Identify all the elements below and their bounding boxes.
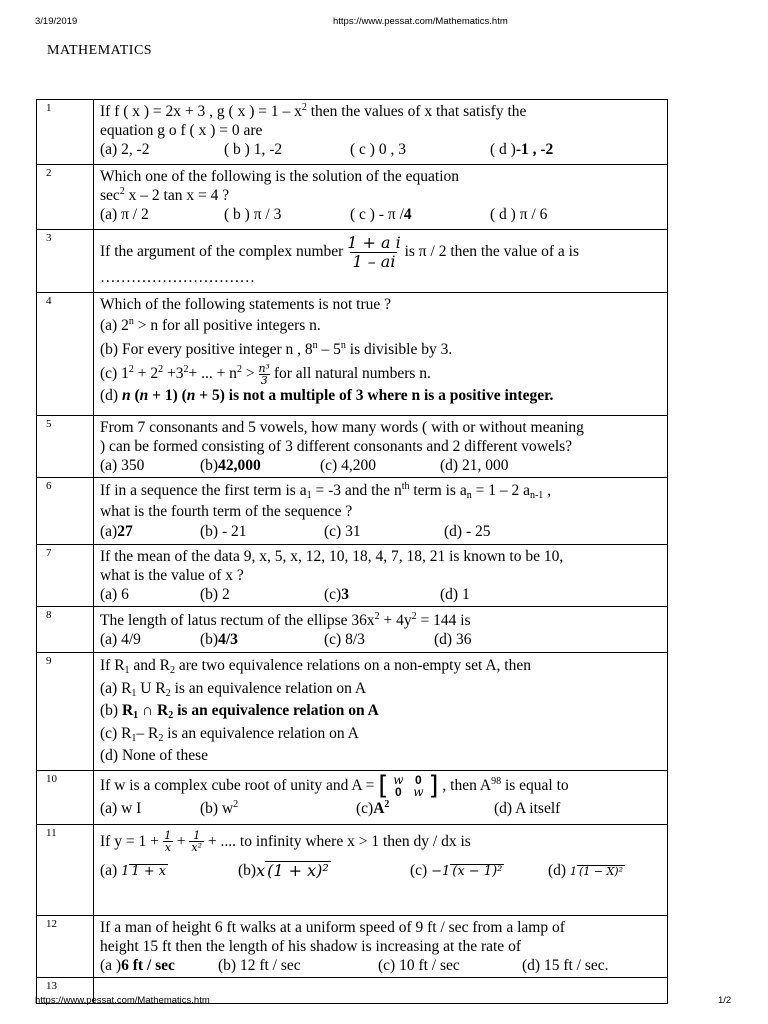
question-row [37,915,668,977]
question-stem: The length of latus rectum of the ellipse $36x^2 + 4y^2 = 144$ is [100,611,471,629]
fraction: 1 1 + x [121,864,167,880]
option-c: (c) 8/3 [324,631,365,648]
answer-options [100,456,663,475]
question-number: 11 [37,824,94,915]
footer-url[interactable]: https://www.pessat.com/Mathematics.htm [35,995,210,1006]
option-a: (a) 6 [100,586,129,603]
question-body [94,165,668,230]
question-stem: If f ( x ) = 2x + 3 , g ( x ) = $1 - x^2$ then the values of x that satisfy the [100,102,527,120]
question-number: 3 [37,230,94,293]
fraction: $\frac{\text{1 + a i}}{1 - ai}$ [347,233,401,271]
fraction: $\frac{1}{x}$ [164,829,172,855]
question-body [94,545,668,607]
fraction: $\frac{\text{n³}}{3}$ [258,361,270,387]
question-number: 5 [37,416,94,478]
question-number: 6 [37,478,94,545]
option-c: (c) −1 (x − 1)² [410,861,503,880]
page-title: MATHEMATICS [47,43,153,58]
question-stem-line2: height 15 ft then the length of his shadow is increasing at the rate of [100,937,521,955]
question-row [37,293,668,416]
fraction: −1 (x − 1)² [431,864,503,880]
question-number: 12 [37,915,94,977]
answer-options [100,956,663,975]
question-row [37,100,668,165]
option-b: (b) $R_1$ ∩ $R_2$ is an equivalence relation on A [100,702,379,721]
page-number: 1/2 [718,995,732,1006]
option-d: ( d )-1 , -2 [490,141,554,158]
question-stem: If w is a complex cube root of unity and A = [ w 0 0 w ] , then $A^{98}$ is equal to [100,770,569,801]
option-b: (b) $w^2$ [200,798,239,817]
option-b: (b)4/3 [200,631,238,648]
option-b: (b)x (1 + x)² [238,860,329,880]
option-b: (b)42,000 [200,457,261,474]
option-a: (a) $R_1$ U $R_2$ is an equivalence relation on A [100,679,367,699]
answer-options [100,585,663,604]
question-row [37,607,668,653]
answer-options [100,857,663,881]
question-number: 8 [37,607,94,653]
question-row [37,416,668,478]
answer-options [100,799,663,818]
option-a: (a) w I [100,799,142,817]
question-number: 1 [37,100,94,165]
question-body [94,607,668,653]
fraction: x (1 + x)² [256,860,329,880]
question-body [94,416,668,478]
option-c: ( c ) - π /4 [350,206,412,223]
question-body [94,293,668,416]
question-row [37,230,668,293]
option-d: ( d ) π / 6 [490,206,548,223]
matrix: [ w 0 0 w ] [378,770,439,801]
question-stem: If in a sequence the first term is $a_1 = -3$ and the $n^{th}$ term is $a_n = 1 - 2$ $a_{n-1}$ , [100,481,552,501]
option-c: (c) $1^2 + 2^2 +3^2+$ ... + $n^2$ > $\frac{\text{n³}}{3}$ for all natural numbers n. [100,361,431,387]
question-body [94,230,668,293]
answer-options [100,140,663,159]
option-c: (c) $R_1-$ $R_2$ is an equivalence relation on A [100,724,359,744]
question-body [94,100,668,165]
option-a: (a) 350 [100,457,145,474]
question-stem: If the argument of the complex number $\frac{\text{1 + a i}}{1 - ai}$ is π / 2 then the value of a is [100,233,580,271]
header-url[interactable]: https://www.pessat.com/Mathematics.htm [333,16,508,27]
question-stem-line2: equation g o f ( x ) = 0 are [100,122,263,139]
option-d: (d) 15 ft / sec. [522,956,609,974]
question-body [94,915,668,977]
option-d: (d) - 25 [444,523,491,540]
question-number: 7 [37,545,94,607]
option-c: (c)3 [324,586,349,603]
option-d: (d) 1 (1 − X)² [548,861,623,879]
question-stem: If a man of height 6 ft walks at a uniform speed of 9 ft / sec from a lamp of [100,918,565,936]
question-number: 13 [37,977,94,1003]
answer-options [100,522,663,541]
option-d: (d) n (n + 1) (n + 5) is not a multiple of 3 where n is a positive integer. [100,387,554,404]
option-b: (b) 12 ft / sec [218,956,301,974]
question-stem: Which of the following statements is not true ? [100,296,391,313]
answer-blank: ………………………… [100,269,255,286]
option-a: (a )6 ft / sec [100,956,175,974]
option-b: (b) 2 [200,586,230,603]
option-a: (a) 1 1 + x [100,861,167,880]
question-row [37,545,668,607]
question-row [37,478,668,545]
question-stem: If the mean of the data 9, x, 5, x, 12, 10, 18, 4, 7, 18, 21 is known to be 10, [100,548,564,565]
option-c: ( c ) 0 , 3 [350,141,406,158]
question-row [37,165,668,230]
fraction: 1 (1 − X)² [569,865,623,879]
option-a: (a)27 [100,523,133,540]
question-number: 9 [37,653,94,771]
option-d: (d) None of these [100,747,209,764]
question-row [37,824,668,915]
question-stem-line2: what is the value of x ? [100,567,244,584]
question-body [94,770,668,824]
answer-options [100,630,663,649]
header-date: 3/19/2019 [35,16,78,27]
question-number: 4 [37,293,94,416]
question-stem: If y = 1 + $\frac{1}{x}$ + $\frac{1}{\text{x²}}$ + .... to infinity where x > 1 then dy / dx is [100,829,471,855]
question-number: 2 [37,165,94,230]
answer-options [100,205,663,224]
question-body [94,824,668,915]
question-stem-line2: ) can be formed consisting of 3 different consonants and 2 different vowels? [100,438,573,455]
question-stem: Which one of the following is the solution of the equation [100,168,460,185]
question-body [94,653,668,771]
option-d: (d) A itself [494,799,561,817]
option-a: (a) π / 2 [100,206,149,223]
question-row [37,770,668,824]
question-row [37,653,668,771]
questions-table [36,99,668,1004]
question-body [94,478,668,545]
option-b: (b) - 21 [200,523,247,540]
option-c: (c) 31 [324,523,361,540]
question-stem-line2: $\sec^2 x - 2$ tan x = 4 ? [100,186,230,204]
question-stem: From 7 consonants and 5 vowels, how many words ( with or without meaning [100,419,584,436]
question-stem: If $R_1$ and $R_2$ are two equivalence relations on a non-empty set A, then [100,657,531,676]
option-a: (a) 4/9 [100,631,141,648]
option-c: $(c)A^2$ [356,798,390,817]
option-d: (d) 1 [440,586,470,603]
option-b: ( b ) π / 3 [224,206,282,223]
question-stem-line2: what is the fourth term of the sequence ? [100,503,353,520]
option-a: (a) $2^n > n$ for all positive integers n. [100,316,321,334]
option-d: (d) 21, 000 [440,457,509,474]
option-b: ( b ) 1, -2 [224,141,283,158]
option-a: (a) 2, -2 [100,141,150,158]
option-c: (c) 4,200 [320,457,376,474]
fraction: $\frac{1}{\text{x²}}$ [191,829,203,855]
question-number: 10 [37,770,94,824]
option-d: (d) 36 [434,631,472,648]
option-b: (b) For every positive integer n , 8$^n$ – 5$^n$ is divisible by 3. [100,340,453,358]
option-c: (c) 10 ft / sec [378,956,460,974]
